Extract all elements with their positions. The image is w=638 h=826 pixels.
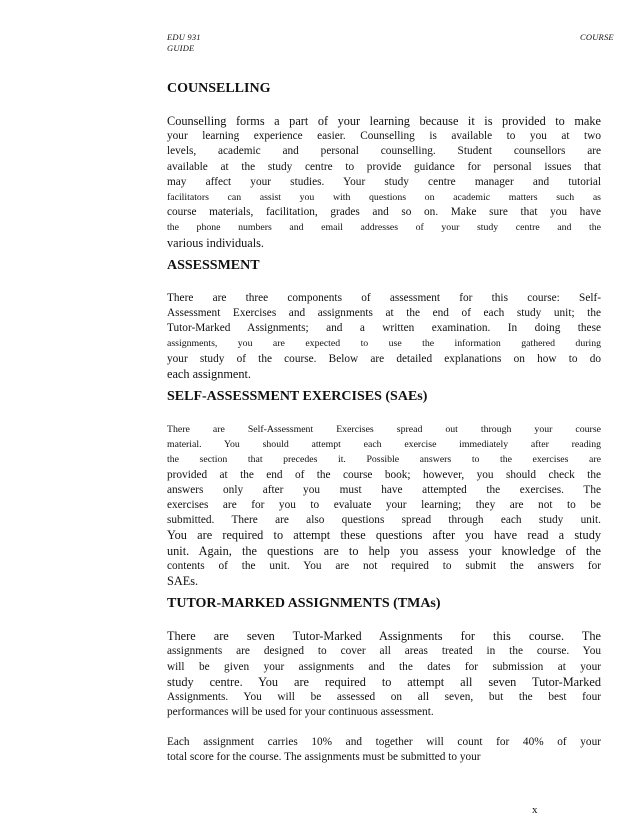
text-line: submitted. There are also questions spread through each study unit.: [167, 514, 601, 527]
text-line: Counselling forms a part of your learning because it is provided to make: [167, 114, 601, 128]
section-heading: ASSESSMENT: [167, 257, 260, 273]
text-line: will be given your assignments and the dates for submission at your: [167, 660, 601, 673]
text-line: facilitators can assist you with questions on academic matters such as: [167, 192, 601, 204]
text-line: assignments, you are expected to use the information gathered during: [167, 338, 601, 350]
text-line: the phone numbers and email addresses of your study centre and the: [167, 222, 601, 234]
text-line: total score for the course. The assignments must be submitted to your: [167, 750, 481, 763]
text-line: course materials, facilitation, grades and so on. Make sure that you have: [167, 206, 601, 219]
text-line: answers only after you must have attempted the exercises. The: [167, 483, 601, 496]
text-line: Tutor-Marked Assignments; and a written examination. In doing these: [167, 322, 601, 335]
text-line: material. You should attempt each exercise immediately after reading: [167, 439, 601, 451]
text-line: contents of the unit. You are not required to submit the answers for: [167, 559, 601, 572]
text-line: provided at the end of the course book; however, you should check the: [167, 468, 601, 481]
text-line: your study of the course. Below are detailed explanations on how to do: [167, 352, 601, 365]
text-line: each assignment.: [167, 366, 252, 381]
text-line: SAEs.: [167, 574, 199, 589]
text-line: Each assignment carries 10% and together will count for 40% of your: [167, 735, 601, 748]
text-line: performances will be used for your continuous assessment.: [167, 706, 434, 719]
body-paragraph: [167, 114, 601, 251]
text-line: may affect your studies. Your study centre manager and tutorial: [167, 175, 601, 188]
body-paragraph: [167, 629, 601, 720]
text-line: study centre. You are required to attempt all seven Tutor-Marked: [167, 674, 601, 689]
text-line: There are Self-Assessment Exercises spread out through your course: [167, 424, 601, 436]
text-line: the section that precedes it. Possible answers to the exercises are: [167, 454, 601, 466]
body-paragraph: [167, 422, 601, 589]
text-line: assignments are designed to cover all areas treated in the course. You: [167, 645, 601, 658]
page-number: x: [532, 804, 538, 816]
body-paragraph: [167, 735, 601, 765]
section-heading: TUTOR-MARKED ASSIGNMENTS (TMAs): [167, 596, 441, 612]
section-heading: COUNSELLING: [167, 81, 271, 96]
text-line: levels, academic and personal counselling. Student counsellors are: [167, 145, 601, 158]
section-heading: SELF-ASSESSMENT EXERCISES (SAEs): [167, 389, 428, 405]
text-line: Assessment Exercises and assignments at the end of each study unit; the: [167, 307, 601, 320]
header-guide-label: GUIDE: [167, 43, 195, 53]
text-line: your learning experience easier. Counselling is available to you at two: [167, 130, 601, 143]
text-line: Assignments. You will be assessed on all seven, but the best four: [167, 691, 601, 704]
text-line: available at the study centre to provide guidance for personal issues that: [167, 160, 601, 173]
header-course-code: EDU 931: [167, 32, 201, 42]
text-line: various individuals.: [167, 235, 265, 250]
page-content: [167, 80, 601, 765]
text-line: exercises are for you to evaluate your learning; they are not to be: [167, 499, 601, 512]
text-line: There are seven Tutor-Marked Assignments for this course. The: [167, 629, 601, 644]
body-paragraph: [167, 291, 601, 382]
text-line: unit. Again, the questions are to help you assess your knowledge of the: [167, 543, 601, 558]
running-header-right: COURSE: [580, 32, 614, 42]
running-header-left: [167, 32, 201, 54]
text-line: You are required to attempt these questions after you have read a study: [167, 528, 601, 543]
text-line: There are three components of assessment for this course: Self-: [167, 291, 601, 304]
